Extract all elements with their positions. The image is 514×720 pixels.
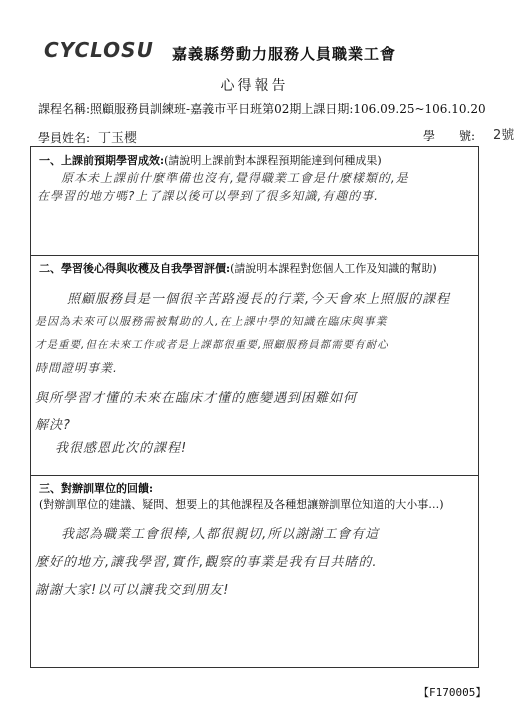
form-code: 【F170005】 (418, 686, 487, 699)
section-2-line-2: 是因為未來可以服務需被幫助的人,在上課中學的知識在臨床與事業 (35, 315, 388, 328)
course-info-line: 課程名稱:照顧服務員訓練班-嘉義市平日班第02期上課日期:106.09.25~106.10.20 (38, 102, 486, 116)
section-divider-1 (31, 255, 478, 256)
section-1-line-2: 在學習的地方嗎?上了課以後可以學到了很多知識,有趣的事. (37, 189, 380, 203)
section-3-title: 三、對辦訓單位的回饋: (39, 482, 154, 495)
student-name-value: 丁玉櫻 (98, 131, 138, 146)
document-title: 心得報告 (220, 78, 289, 94)
section-1-title: 一、上課前預期學習成效: (39, 154, 165, 167)
section-3-line-3: 謝謝大家!以可以讓我交到朋友! (35, 583, 230, 598)
section-2-line-3: 才是重要,但在未來工作或者是上課都很重要,照顧服務員都需要有耐心 (35, 339, 389, 351)
section-1-line-1: 原本未上課前什麼準備也沒有,覺得職業工會是什麼樣類的,是 (61, 171, 409, 185)
student-name-label: 學員姓名: (38, 131, 91, 145)
organization-name: 嘉義縣勞動力服務人員職業工會 (172, 45, 397, 63)
section-2-line-6: 解決? (35, 418, 71, 433)
section-3-note: (對辦訓單位的建議、疑問、想要上的其他課程及各種想讓辦訓單位知道的大小事…) (39, 498, 444, 511)
section-3-heading (39, 480, 153, 496)
report-form-box (30, 146, 479, 668)
section-1-note: (請說明上課前對本課程預期能達到何種成果) (164, 154, 382, 167)
section-divider-2 (31, 475, 478, 476)
section-2-heading (39, 260, 437, 276)
section-2-line-7: 我很感恩此次的課程! (55, 441, 188, 456)
student-id-label: 學 號: (423, 129, 476, 143)
section-2-note: (請說明本課程對您個人工作及知識的幫助) (230, 262, 437, 275)
section-3-line-2: 麼好的地方,讓我學習,實作,觀察的事業是我有目共睹的. (35, 555, 378, 570)
section-2-title: 二、學習後心得與收穫及自我學習評價: (39, 262, 231, 275)
section-2-line-5: 與所學習才懂的未來在臨床才懂的應變遇到困難如何 (35, 391, 358, 406)
student-id-value: 2號 (493, 128, 514, 143)
organization-logo: CYCLOSU (44, 38, 154, 62)
section-2-line-1: 照顧服務員是一個很辛苦路漫長的行業,今天會來上照服的課程 (67, 292, 451, 307)
section-2-line-4: 時間證明事業. (35, 361, 118, 375)
section-3-line-1: 我認為職業工會很棒,人都很親切,所以謝謝工會有這 (61, 527, 380, 542)
section-1-heading (39, 152, 382, 168)
student-info-row (38, 127, 514, 146)
